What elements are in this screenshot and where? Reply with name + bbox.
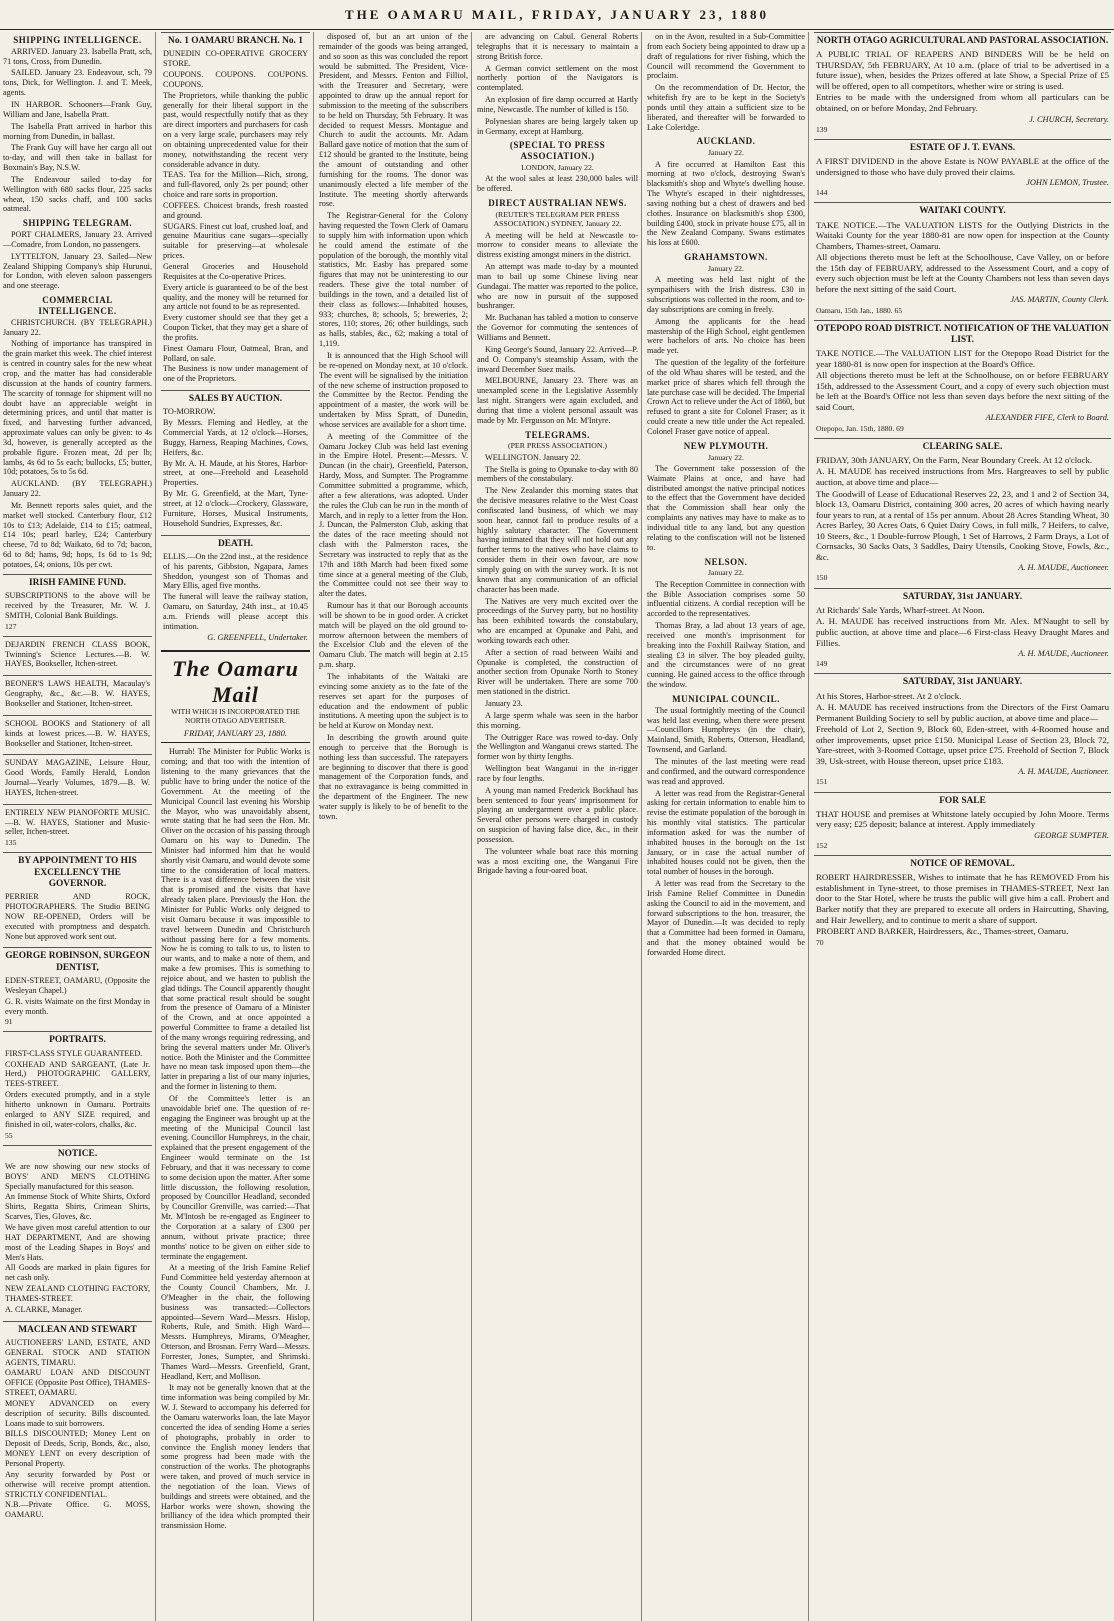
advertisement xyxy=(814,673,1111,789)
ad-title: OTEPOPO ROAD DISTRICT. NOTIFICATION OF THE VALUATION LIST. xyxy=(816,323,1109,345)
advertisement xyxy=(161,535,310,646)
ad-title: NOTICE. xyxy=(57,1148,98,1159)
ad-title: IRISH FAMINE FUND. xyxy=(29,577,126,588)
ad-paragraph: MONEY ADVANCED on every description of security. Bills discounted. Loans made to suit borrowers. xyxy=(5,1398,150,1428)
advertisement xyxy=(3,636,152,674)
ad-number: 139 xyxy=(816,124,828,134)
ad-body xyxy=(163,407,308,528)
ad-title: No. 1 OAMARU BRANCH. No. 1 xyxy=(168,36,303,46)
article-paragraph: LYTTELTON, January 23. Sailed—New Zealand Shipping Company's ship Hurunui, for London, with eleven saloon passengers and one steerage. xyxy=(3,251,152,291)
advertisement xyxy=(161,390,310,532)
article-body xyxy=(477,453,638,877)
ad-paragraph: TEAS. Tea for the Million—Rich, strong, and full-flavored, only 2s per pound; other choice and rare sorts in proportion. xyxy=(163,170,308,200)
article-paragraph: on in the Avon, resulted in a Sub-Committee from each Society being appointed to draw up a draft of regulations for river fishing, which the Council will recommend the Government to proclaim. xyxy=(647,32,805,81)
article-paragraph: A meeting of the Committee of the Oamaru Jockey Club was held last evening in the Empire Hotel. Present:—Messrs. V. Duncan (in the chair), Greenfield, Paterson, Hardy, Moss, and Sumpter. The Programme Committee submitted a programme, which, after a few alterations, was adopted. Under the rules the Club can be run in the month of March, and in reply to a letter from the Hon. J. Duncan, the Palmerston Club, asking that the dates of the race meeting should not clash with the Palmerston races, the Secretary was instructed to reply that as the 17th and 18th March had been fixed some time since at a general meeting of the Club, the Committee could not see their way to alter the dates. xyxy=(319,431,468,599)
article-paragraph: An explosion of fire damp occurred at Hartly mine, Newcastle. The number of killed is 150. xyxy=(477,95,638,114)
ad-signature: A. H. MAUDE, Auctioneer. xyxy=(1018,563,1109,573)
column-4 xyxy=(474,32,642,1621)
ad-paragraph: FRIDAY, 30th JANUARY, On the Farm, Near Boundary Creek. At 12 o'clock. xyxy=(816,454,1093,465)
article-paragraph: On the recommendation of Dr. Hector, the whitefish fry are to be kept in the Society's ponds until they attain a sufficient size to be liberated, and thereafter will be forwarded to Lake Coleridge. xyxy=(647,83,805,132)
ad-paragraph: TO-MORROW. xyxy=(163,407,216,417)
article-body xyxy=(647,32,805,132)
ad-title: NORTH OTAGO AGRICULTURAL AND PASTORAL ASSOCIATION. xyxy=(816,36,1109,46)
ad-body xyxy=(816,809,1109,830)
article-body xyxy=(161,747,310,1531)
advertisement xyxy=(3,1145,152,1319)
column-3 xyxy=(316,32,472,1621)
ad-body xyxy=(816,605,1109,648)
ad-body xyxy=(816,872,1109,936)
article-paragraph: It is announced that the High School will be re-opened on Monday next, at 10 o'clock. The event will be signalised by the initiation of the new scheme of instruction proposed to the Committee by the Rector. Pending the appointment of a master, the work will be undertaken by Miss Spratt, of Dunedin, whose services are available for a short time. xyxy=(319,351,468,429)
article-paragraph: An attempt was made to-day by a mounted man to bail up some Chinese living near Gundagai. The matter was reported to the police, who are now in pursuit of the supposed bushranger. xyxy=(477,262,638,311)
article-body xyxy=(3,230,152,291)
article-paragraph: A meeting will be held at Newcastle to-morrow to consider means to alleviate the distress existing amongst miners in the district. xyxy=(477,230,638,260)
ad-paragraph: TAKE NOTICE.—The VALUATION LIST for the Otepopo Road District for the year 1880-81 is now open for inspection at the Board's Office. xyxy=(816,348,1109,369)
article-paragraph: In describing the growth around quite enough to perceive that the Borough is nothing less than successful. The ratepayers are beginning to discover that there is good management of the Corporation funds, and that no extravagance is being committed in the department of the Engineer. The new water supply is likely to be of benefit to the town. xyxy=(319,733,468,821)
ad-paragraph: PROBERT AND BARKER, Hairdressers, &c., Thames-street, Oamaru. xyxy=(816,926,1069,937)
article-subheading: January 22. xyxy=(708,568,744,578)
article-paragraph: The Reception Committee in connection with the Bible Association comprises some 50 influential citizens. A cordial reception will be accorded to the representatives. xyxy=(647,579,805,619)
ad-paragraph: A. H. MAUDE has received instructions from Mrs. Hargreaves to sell by public auction, at above time and place— xyxy=(816,466,1109,488)
ad-paragraph: The Goodwill of Lease of Educational Reserves 22, 23, and 1 and 2 of Section 34, block 13, Oamaru District, containing 300 acres, 20 acres of which having nearly four years to run, at a rental of 15s per annum. About 28 Acres Standing Wheat, 30 Acres Barley, 30 Acres Oats, 6 Quiet Dairy Cows, in full milk, 7 Heifers, to calve, 10 Steers, &c., 1 Double-furrow Plough, 1 Set of Harrows, 2 Farm Drays, a Lot of Cornsacks, 30 Sacks Oats, 3 Saddles, Dairy Utensils, Cooking Stove, Fowls, &c., &c. xyxy=(816,488,1109,562)
ad-paragraph: PERRIER AND ROCK, PHOTOGRAPHERS. The Studio BEING NOW RE-OPENED, Orders will be executed with promptness and despatch. None but approved work sent out. xyxy=(5,892,150,941)
article-heading: DIRECT AUSTRALIAN NEWS. xyxy=(488,198,627,209)
article-heading: SHIPPING TELEGRAM. xyxy=(22,218,133,229)
article-paragraph: IN HARBOR. Schooners—Frank Guy, William and Jane, Isabella Pratt. xyxy=(3,100,152,119)
article-body xyxy=(647,160,805,249)
article-heading: (SPECIAL TO PRESS ASSOCIATION.) xyxy=(509,140,606,162)
advertisement xyxy=(3,754,152,801)
article-paragraph: SAILED. January 23. Endeavour, sch, 79 tons, Dick, for Wellington. J. and T. Meek, agents. xyxy=(3,68,152,98)
ad-number: Otepopo, Jan. 15th, 1880. 69 xyxy=(816,423,904,433)
advertisement xyxy=(3,852,152,945)
ad-body xyxy=(5,976,150,1016)
ad-body xyxy=(5,1338,150,1520)
ad-paragraph: SUGARS. Finest cut loaf, crushed loaf, and genuine Mauritius cane sugars—specially suitable for preserving—at wholesale prices. xyxy=(163,221,308,261)
ad-paragraph: NEW ZEALAND CLOTHING FACTORY, THAMES-STREET. xyxy=(5,1284,150,1303)
ad-paragraph: Every customer should see that they get a Coupon Ticket, that they may get a share of the profits. xyxy=(163,313,308,342)
ad-title: PORTRAITS. xyxy=(49,1035,106,1046)
ad-paragraph: At Richards' Sale Yards, Wharf-street. At Noon. xyxy=(816,604,985,615)
article-heading: TELEGRAMS. xyxy=(525,429,590,440)
article-paragraph: A fire occurred at Hamilton East this morning at two o'clock, destroying Swan's blacksmith's shop and Whyte's dwelling house. The Whyte's escaped in their nightdresses, saving nothing but a chest of drawers and bed clothes. Insurance on blacksmith's shop £300, building £400, stock in private house £75, all in the New Zealand Company. Swans estimates his loss at £600. xyxy=(647,159,805,248)
article-paragraph: CHRISTCHURCH. (BY TELEGRAPH.) January 22. xyxy=(3,317,152,337)
ad-paragraph: By Mr. A. H. Maude, at his Stores, Harbor-street, at one—Freehold and Leasehold Properties. xyxy=(163,458,308,488)
ad-paragraph: DUNEDIN CO-OPERATIVE GROCERY STORE. xyxy=(163,49,308,69)
article xyxy=(477,198,638,426)
article-body xyxy=(3,318,152,570)
ad-number: 70 xyxy=(816,937,824,947)
ad-number: 55 xyxy=(5,1130,13,1140)
article-subheading: (REUTER'S TELEGRAM PER PRESS ASSOCIATION.) SYDNEY, January 22. xyxy=(493,209,622,229)
article-paragraph: A letter was read from the Registrar-General asking for certain information to enable him to revise the estimate population of the borough in his monthly vital statistics. The particular information asked for was the number of inhabited houses in the borough on the 1st January, or in case the actual number of inhabited houses could not be given, then the total number of houses in the borough. xyxy=(647,788,805,877)
article-paragraph: The Registrar-General for the Colony having requested the Town Clerk of Oamaru to supply him with information upon which he could amend the estimate of the population of the borough, the monthly vital statistics, Mr. Easby has prepared some figures that may not be uninteresting to our readers. These give the total number of buildings in the town, and a detailed list of their class as follows:—Inhabited houses, 933; churches, 8; schools, 5; breweries, 2; stores, 110; stores, 26; other buildings, such as halls, stables, &c., 62; making a total of 1,119. xyxy=(319,211,468,349)
ad-paragraph: All Goods are marked in plain figures for net cash only. xyxy=(5,1263,150,1283)
article xyxy=(477,430,638,877)
ad-paragraph: The funeral will leave the railway station, Oamaru, on Saturday, 24th inst., at 10.45 a.m. Friends will please accept this intimation. xyxy=(163,592,308,631)
article-paragraph: AUCKLAND. (BY TELEGRAPH.) January 22. xyxy=(3,479,152,499)
ad-paragraph: A FIRST DIVIDEND in the above Estate is NOW PAYABLE at the office of the undersigned to those who have duly proved their claims. xyxy=(816,156,1109,177)
article-heading: NELSON. xyxy=(704,556,748,567)
ad-paragraph: DEJARDIN FRENCH CLASS BOOK, Twinning's Science Lectures.—B. W. HAYES, Bookseller, Itchen-street. xyxy=(5,639,150,669)
article-paragraph: After a section of road between Waihi and Opunake is completed, the construction of another section from Opunake North to Stoney River will be undertaken. There are some 700 men stationed in the district. xyxy=(477,647,638,697)
ad-signature: A. H. MAUDE, Auctioneer. xyxy=(1018,767,1109,777)
article-body xyxy=(647,706,805,958)
ad-paragraph: Freehold of Lot 2, Section 9, Block 60, Eden-street, with 4-Roomed house and other improvements, upset price £150. Municipal Lease of Section 23, Block 72, Yare-street, with 3-Roomed Cottage, upset price £75. Freehold of Section 7, Block 39, Usk-street, with House thereon, upset price £183. xyxy=(816,724,1109,766)
nameplate-subtitle: WITH WHICH IS INCORPORATED THE NORTH OTAGO ADVERTISER. xyxy=(171,707,300,726)
article-paragraph: The Outrigger Race was rowed to-day. Only the Wellington and Wanganui crews started. The former won by thirty lengths. xyxy=(477,732,638,762)
article-paragraph: It may not be generally known that at the time information was being compiled by Mr. W. J. Steward to accompany his deferred for the Oamaru waterworks loan, the late Mayor concerted the idea of sending Home a series of photographs, probably in order to convince the English money lenders that some progress had been made with the construction of the works. The photographs were taken, and proved of much service in the negotiation of the loan. Views of buildings and streets were obtained, and the Harbor works were shown, showing the brilliancy of the idea which prompted their transmission Home. xyxy=(161,1383,310,1531)
ad-paragraph: By Mr. G. Greenfield, at the Mart, Tyne-street, at 12 o'clock—Crockery, Glassware, Furniture, Horses, Musical Instruments, Household Sundries, Expresses, &c. xyxy=(163,489,308,528)
ad-paragraph: A. H. MAUDE has received instructions from Mr. Alex. M'Naught to sell by public auction, at above time and place—6 First-class Heavy Draught Mares and Fillies. xyxy=(816,616,1109,648)
article-subheading: (PER PRESS ASSOCIATION.) xyxy=(508,441,607,451)
ad-paragraph: A. H. MAUDE has received instructions from the Directors of the First Oamaru Permanent Building Society to sell by public auction, at above time and place— xyxy=(816,702,1109,723)
advertisement xyxy=(3,574,152,634)
advertisement xyxy=(814,438,1111,586)
article-body xyxy=(477,174,638,194)
ad-title: ESTATE OF J. T. EVANS. xyxy=(909,142,1016,153)
ad-paragraph: BILLS DISCOUNTED; Money Lent on Deposit of Deeds, Scrip, Bonds, &c., also, MONEY LENT on every description of Personal Property. xyxy=(5,1429,150,1468)
ad-title: DEATH. xyxy=(218,538,253,549)
ad-paragraph: COFFEES. Choicest brands, fresh roasted and ground. xyxy=(163,200,308,220)
ad-paragraph: ROBERT HAIRDRESSER, Wishes to intimate that he has REMOVED From his establishment in Tyne-street, to those premises in THAMES-STREET, Next Ian door to the Star Hotel, where he trusts the public will give him a call. Probert and Barker notify that they are prepared to execute all orders in Haircutting, Shaving, and Hair Jewellery, and to continue to merit a share of support. xyxy=(816,872,1109,925)
masthead-title: THE OAMARU MAIL, FRIDAY, JANUARY 23, 1880 xyxy=(344,7,770,22)
article-paragraph: A young man named Frederick Bockhaul has been sentenced to four years' imprisonment for playing an undergarment over a public place. Several other persons were charged in custody on suspicion of having false dice, &c., in their possession. xyxy=(477,785,638,844)
article-paragraph: The usual fortnightly meeting of the Council was held last evening, when there were present—Councillors Humphreys (in the chair), Mainland, Smith, Roberts, Otterson, Headland, Townsend, and Garland. xyxy=(647,705,805,755)
advertisement xyxy=(3,1321,152,1524)
ad-paragraph: Entries to be made with the undersigned from whom all particulars can be obtained, on or before Monday, 2nd February. xyxy=(816,92,1109,114)
ad-paragraph: Orders executed promptly, and in a style hitherto unknown in Oamaru. Portraits enlarged to ANY SIZE required, and finished in oil, water-colors, chalks, &c. xyxy=(5,1090,150,1129)
ad-body xyxy=(163,49,308,384)
article-paragraph: At the wool sales at least 230,000 bales will be offered. xyxy=(477,174,638,194)
article-subheading: January 22. xyxy=(708,452,744,462)
article-heading: SHIPPING INTELLIGENCE. xyxy=(13,35,142,45)
ad-paragraph: All objections thereto must be left at the Schoolhouse, on or before FEBRUARY 15th, addressed to the Assessment Court, and a copy of every such objection must be left at the Board's Office not less than seven days before the next sitting of the said Court. xyxy=(816,370,1109,412)
article-subheading: January 22. xyxy=(708,148,744,158)
article-paragraph: are advancing on Cabul. General Roberts telegraphs that it is necessary to maintain a strong British force. xyxy=(477,32,638,61)
ad-body xyxy=(163,552,308,632)
article-paragraph: A letter was read from the Secretary to the Irish Famine Relief Committee in Dunedin asking the Council to aid in the movement, and forward subscriptions to the hon. treasurer, the Mayor of Dunedin.—It was decided to reply that a Committee had been formed in Oamaru, and that the money obtained would be forwarded Home direct. xyxy=(647,879,805,958)
article-heading: NEW PLYMOUTH. xyxy=(683,440,769,451)
ad-body xyxy=(816,220,1109,295)
ad-body xyxy=(816,156,1109,177)
article-paragraph: King George's Sound, January 22. Arrived—P. and O. Company's steamship Assam, with the inward December Suez mails. xyxy=(477,344,638,374)
ad-body xyxy=(816,455,1109,562)
article-paragraph: At a meeting of the Irish Famine Relief Fund Committee held yesterday afternoon at the County Council Chambers, Mr. J. O'Meagher in the chair, the following business was transacted:—Collectors appointed—Severn Ward—Messrs. Hislop, Roberts, Rule, and Smith. High Ward—Messrs. Humphreys, Mirams, O'Meagher, Otterson, and Brosnan. Ferry Ward—Messrs. Forrester, Jones, Sumpter, and Shrimski. Thames Ward—Messrs. Greenfield, Grant, Headland, Kerr, and Mollison. xyxy=(161,1263,310,1381)
ad-paragraph: At his Stores, Harbor-street. At 2 o'clock. xyxy=(816,690,962,701)
ad-paragraph: G. R. visits Waimate on the first Monday in every month. xyxy=(5,996,150,1016)
article-paragraph: The Stella is going to Opunake to-day with 80 members of the constabulary. xyxy=(477,464,638,484)
ad-paragraph: SCHOOL BOOKS and Stationery of all kinds at lowest prices.—B. W. HAYES, Bookseller and Stationer, Itchen-street. xyxy=(5,718,150,748)
ad-paragraph: EDEN-STREET, OAMARU, (Opposite the Wesleyan Chapel.) xyxy=(5,976,150,995)
article-paragraph: A German convict settlement on the most northerly portion of the Navigators is contemplated. xyxy=(477,63,638,93)
article-paragraph: The Government take possession of the Waimate Plains at once, and have had distributed amongst the native principal notices to the effect that the Government have decided that the Commission shall hear only the complaints any natives may have to make as to individual title to any land, but any question relating to the confiscation will not be listened to. xyxy=(647,463,805,552)
article-paragraph: Rumour has it that our Borough accounts will be shown to be in good order. A cricket match will be played on the old ground to-morrow afternoon between the members of the Excelsior Club and the eleven of the Oamaru Club. The match will begin at 2.15 p.m. sharp. xyxy=(319,601,468,670)
ad-number: 91 xyxy=(5,1017,13,1027)
ad-paragraph: A. CLARKE, Manager. xyxy=(5,1304,83,1314)
article xyxy=(647,441,805,553)
article xyxy=(161,747,310,1531)
ad-number: 135 xyxy=(5,838,17,848)
ad-paragraph: THAT HOUSE and premises at Whitstone lately occupied by John Moore. Terms very easy; £25 deposit; balance at interest. Apply immediately xyxy=(816,808,1109,830)
article-paragraph: Mr. Bennett reports sales quiet, and the market well stocked. Canterbury flour, £12 10s to £13; Adelaide, £14 to £15; oatmeal, £14 10s; pearl barley, £24; Canterbury cheese, 7d to 8d; Waikato, 6d to 7d; bacon, 6d to 8d; hams, 9d; hops, 1s 6d to 1s 9d; potatoes, £4; onions, 10s per cwt. xyxy=(3,500,152,569)
article xyxy=(647,32,805,132)
ad-body xyxy=(816,348,1109,412)
page-masthead xyxy=(0,0,1114,30)
article-paragraph: Of the Committee's letter is an unavoidable brief one. The question of re-engaging the Engineer was brought up at the meeting of the Municipal Council last evening. Councillor Humphreys, in the chair, explained that the present engagement of the Engineer would terminate on the 1st February, and that it was necessary to come to some decision upon the matter. After some little discussion, the following resolution, proposed by Councillor Headland, seconded by Councillor Grenville, was carried:—That Mr. M'Intosh be re-engaged as Engineer to the Corporation at a salary of £300 per annum, without private practice; three months' notice to be given on either side to terminate the engagement. xyxy=(161,1094,310,1261)
article-paragraph: The inhabitants of the Waitaki are evincing some anxiety as to the fate of the reserves set apart for the purposes of education and the endowment of public institutions. A meeting upon the subject is to be held at Kurow on Monday next. xyxy=(319,672,468,731)
ad-body xyxy=(5,679,150,709)
ad-paragraph: N.B.—Private Office. G. MOSS, OAMARU. xyxy=(5,1500,150,1520)
ad-paragraph: AUCTIONEERS' LAND, ESTATE, AND GENERAL STOCK AND STATION AGENTS, TIMARU. xyxy=(5,1337,150,1367)
ad-number: Oamaru, 15th Jan., 1880. 65 xyxy=(816,305,903,315)
article-paragraph: A meeting was held last night of the sympathisers with the Irish distress. £30 in subscriptions was collected in the room, and to-day subscriptions are coming in freely. xyxy=(647,275,805,314)
column-6 xyxy=(811,32,1114,1621)
article-paragraph: Nothing of importance has transpired in the grain market this week. The chief interest is centred in country sales for the new wheat crop, and the matter has had considerable discussion at the hands of country farmers. The scarcity of tonnage for shipment will no doubt have an appreciable weight in determining prices, and until that matter is fixed, and harvesting further advanced, approximate values can only be given: to 4s 3d, however, is generally accepted as the probable figure. Frozen meat, 2d per lb; lambs, 4s 6d to 5s each; bullocks, £5; butter, 10d; potatoes, 5s to 5s 6d. xyxy=(3,339,152,477)
ad-title: FOR SALE xyxy=(939,795,986,806)
ad-body xyxy=(5,1049,150,1130)
ad-signature: J. CHURCH, Secretary. xyxy=(1029,114,1109,124)
ad-paragraph: BEONER'S LAWS HEALTH, Macaulay's Geography, &c., &c.—B. W. HAYES, Bookseller and Stationer, Itchen-street. xyxy=(5,679,150,708)
advertisement xyxy=(814,32,1111,137)
article-body xyxy=(477,32,638,136)
article-paragraph: The Isabella Pratt arrived in harbor this morning from Dunedin, in ballast. xyxy=(3,121,152,141)
ad-paragraph: All objections thereto must be left at the Schoolhouse, Cave Valley, on or before the 15th day of FEBRUARY, addressed to the Assessment Court, and a copy of every such objection must be left at the County Chambers not less than seven days before the next sitting of the said Court. xyxy=(816,252,1109,294)
ad-title: MACLEAN AND STEWART xyxy=(18,1324,137,1335)
ad-number: 127 xyxy=(5,621,17,631)
ad-paragraph: COXHEAD AND SARGEANT, (Late Jr. Herd,) PHOTOGRAPHIC GALLERY, TEES-STREET. xyxy=(5,1059,150,1089)
article-body xyxy=(647,464,805,553)
ad-paragraph: An Immense Stock of White Shirts, Oxford Shirts, Regatta Shirts, Crimean Shirts, Scarves, Ties, Gloves, &c. xyxy=(5,1192,150,1222)
advertisement xyxy=(3,715,152,753)
ad-signature: G. GREENFELL, Undertaker. xyxy=(207,632,308,642)
ad-body xyxy=(816,49,1109,113)
article xyxy=(477,140,638,194)
ad-number: 144 xyxy=(816,188,828,198)
article-paragraph: disposed of, but an art union of the remainder of the goods was being arranged, and so soon as this was concluded the report would be submitted. The President, Vice-President, and Messrs. Fenton and Filliol, with the Treasurer and Secretary, were appointed to draw up the annual report for submission to the meeting of the subscribers to be held on Thursday, 5th February. It was decided to request Messrs. Montague and Church to audit the accounts. Mr. Adam Ballard gave notice of motion that the sum of £12 should be granted to the Institute, being the amount of outstanding and other furnishing for the rooms. The donor was unanimously elected a life member of the Institute. The meeting shortly afterwards rose. xyxy=(319,32,468,209)
nameplate-date: FRIDAY, JANUARY 23, 1880. xyxy=(183,728,288,739)
ad-paragraph: By Messrs. Fleming and Hedley, at the Commercial Yards, at 12 o'clock—Horses, Buggy, Harness, Reaping Machines, Cows, Heifers, &c. xyxy=(163,418,308,457)
ad-title: SALES BY AUCTION. xyxy=(188,394,283,405)
ad-paragraph: ELLIS.—On the 22nd inst., at the residence of his parents, Gibbston, Ngapara, James Sheddon, youngest son of Thomas and Mary Ellis, aged five months. xyxy=(163,551,308,591)
article-subheading: LONDON, January 22. xyxy=(521,163,594,173)
article-paragraph: Wellington beat Wanganui in the in-rigger race by four lengths. xyxy=(477,764,638,783)
article xyxy=(647,252,805,437)
ad-title: SATURDAY, 31st JANUARY. xyxy=(902,591,1023,602)
article xyxy=(477,32,638,136)
ad-body xyxy=(5,892,150,941)
ad-body xyxy=(5,591,150,621)
ad-paragraph: The Proprietors, while thanking the public generally for their liberal support in the past, would respectfully notify that as they are direct importers and purchasers for cash on a very large scale, purchasers may rely on obtaining unprecedented value for their money, notwithstanding the recent very considerable advance in duty. xyxy=(163,90,308,169)
advertisement xyxy=(3,1031,152,1142)
ad-title: BY APPOINTMENT TO HIS EXCELLENCY THE GOVERNOR. xyxy=(18,856,137,889)
ad-paragraph: TAKE NOTICE.—The VALUATION LISTS for the Outlying Districts in the Waitaki County for the year 1880-81 are now open for inspection at the County Chambers, Thames-street, Oamaru. xyxy=(816,219,1109,251)
advertisement xyxy=(161,32,310,388)
article-paragraph: Among the applicants for the head mastership of the High School, eight gentlemen were bachelors of arts. No choice has been made yet. xyxy=(647,316,805,356)
article-paragraph: The New Zealander this morning states that the decisive measures relative to the West Coast confiscated land business, of which we may soon hear, cannot fail to produce results of a highly salutary character. The Government having intimated that they will not hold out any further terms to the natives who have claims to consider them in their own favour, are now simply going on with the survey work. It is not known that any communication of an official character has been made. xyxy=(477,486,638,594)
advertisement xyxy=(814,320,1111,436)
ad-signature: ALEXANDER FIFE, Clerk to Board. xyxy=(985,413,1109,423)
article-paragraph: The question of the legality of the forfeiture of the old Whau shares will be tested, and the market price of shares which fell through the late purchase case will be decided. The Imperial Crown Act to relieve under the Act of 1860, but refused to grant a site for Colonel Fraser; as it could create a new title under the Act repealed. Colonel Fraser gave notice of appeal. xyxy=(647,358,805,436)
ad-paragraph: We have given most careful attention to our HAT DEPARTMENT, And are showing most of the Leading Shapes in Boys' and Men's Hats. xyxy=(5,1222,150,1262)
article-paragraph: The Endeavour sailed to-day for Wellington with 680 sacks flour, 225 sacks wheat, 150 sacks chaff, and 100 sacks oatmeal. xyxy=(3,174,152,214)
ad-paragraph: COUPONS. COUPONS. COUPONS. COUPONS. xyxy=(163,69,308,89)
ad-paragraph: ENTIRELY NEW PIANOFORTE MUSIC.—B. W. HAYES, Stationer and Music-seller, Itchen-street. xyxy=(5,807,150,837)
column-1 xyxy=(0,32,156,1621)
article-paragraph: Polynesian shares are being largely taken up in Germany, except at Hamburg. xyxy=(477,116,638,136)
advertisement xyxy=(814,588,1111,672)
ad-signature: A. H. MAUDE, Auctioneer. xyxy=(1018,649,1109,659)
article xyxy=(3,35,152,214)
ad-body xyxy=(5,758,150,797)
ad-paragraph: A PUBLIC TRIAL OF REAPERS AND BINDERS Will be be held on THURSDAY, 5th FEBRUARY, At 10 a.m. (place of trial to be advertised in a future issue), when, besides the Prizes offered at late Show, a Special Prize of £5 will be offered, open to all competitors, whether wire or string is used. xyxy=(816,49,1109,91)
article-heading: GRAHAMSTOWN. xyxy=(684,252,768,263)
ad-body xyxy=(5,719,150,749)
article-heading: COMMERCIAL INTELLIGENCE. xyxy=(38,295,117,316)
ad-paragraph: FIRST-CLASS STYLE GUARANTEED. xyxy=(5,1048,143,1058)
article xyxy=(3,218,152,291)
ad-signature: JAS. MARTIN, County Clerk. xyxy=(1010,295,1109,305)
article-heading: AUCKLAND. xyxy=(696,136,756,147)
ad-paragraph: General Groceries and Household Requisites at the Co-operative Prices. xyxy=(163,262,308,281)
article-body xyxy=(647,275,805,437)
ad-signature: JOHN LEMON, Trustee. xyxy=(1026,178,1109,188)
ad-paragraph: We are now showing our new stocks of BOYS' AND MEN'S CLOTHING Specially manufactured for this season. xyxy=(5,1161,150,1191)
column-2 xyxy=(158,32,314,1621)
ad-number: 151 xyxy=(816,777,828,787)
article-paragraph: Hurrah! The Minister for Public Works is coming; and that too with the intention of listening to the many grievances that the public have to bring under the notice of the Government. At the meeting of the Municipal Council last evening his Worship the Mayor, who was unavoidably absent, wrote stating that he had seen the Hon. Mr. Oliver on the occasion of his passing through Oamaru on his way to Dunedin. The Minister had informed him that he would shortly visit Oamaru, and would devote some time to the consideration of local matters. There is a vast difference between the visit that is promised and the visits that have already taken place. Previously the Hon. the Minister for Public Works only deigned to visit Oamaru because it was impossible to travel between Dunedin and Christchurch without passing here for a few moments. Now he is coming to talk to us, to listen to our wants, and to make a note of them, and make a few promises. This is something to rejoice about, and we hasten to publish the glad tidings. The Council apparently thought that some practical result should be sought from the presence of Oamaru of a Minister of the Crown, and at once appointed a powerful Committee to frame a detailed list of the many wrongs requiring redressing, and bring the several matters under Mr. Oliver's notice. Both the Minister and the Committee have no mean task imposed upon them—the latter in preparing a list of our many injuries, and the former in listening to them. xyxy=(161,747,310,1092)
article xyxy=(647,557,805,690)
ad-body xyxy=(5,640,150,670)
advertisement xyxy=(814,792,1111,854)
ad-paragraph: Any security forwarded by Post or otherwise will receive prompt attention. STRICTLY CONFIDENTIAL. xyxy=(5,1469,150,1499)
ad-title: CLEARING SALE. xyxy=(922,441,1003,452)
article-paragraph: A large sperm whale was seen in the harbor this morning. xyxy=(477,710,638,730)
ad-number: 152 xyxy=(816,840,828,850)
nameplate-title: The Oamaru Mail xyxy=(172,655,299,708)
article-paragraph: The volunteer whale boat race this morning was a most exciting one, the Wanganui Fire Brigade having a four-oared boat. xyxy=(477,846,638,876)
article-body xyxy=(3,47,152,215)
advertisement xyxy=(814,202,1111,317)
ad-paragraph: OAMARU LOAN AND DISCOUNT OFFICE (Opposite Post Office), THAMES-STREET, OAMARU. xyxy=(5,1368,150,1398)
article-heading: MUNICIPAL COUNCIL. xyxy=(672,693,780,704)
article-subheading: January 22. xyxy=(708,263,744,273)
article-paragraph: The minutes of the last meeting were read and confirmed, and the outward correspondence was read and approved. xyxy=(647,756,805,786)
article-paragraph: The Natives are very much excited over the proceedings of the Survey party, but no hostility has been exhibited towards the constabulary, who are encamped at Opunake and Pahi, and working towards each other. xyxy=(477,596,638,645)
ad-body xyxy=(5,1162,150,1315)
ad-body xyxy=(816,691,1109,767)
ad-paragraph: The Business is now under management of one of the Proprietors. xyxy=(163,364,308,384)
ad-paragraph: SUNDAY MAGAZINE, Leisure Hour, Good Words, Family Herald, London Journal—Yearly Volumes, 1879.—B. W. HAYES, Itchen-street. xyxy=(5,758,150,797)
ad-signature: GEORGE SUMPTER. xyxy=(1034,830,1109,840)
article-paragraph: Thomas Bray, a lad about 13 years of age, received one month's imprisonment for breaking into the Foxhill Railway Station, and stealing £3 in silver. The boy pleaded guilty, and the circumstances were of no great cunning. He gained access to the office through the window. xyxy=(647,621,805,690)
article-paragraph: WELLINGTON. January 22. xyxy=(485,452,581,462)
advertisement xyxy=(814,139,1111,201)
advertisement xyxy=(3,804,152,851)
article-paragraph: The Frank Guy will have her cargo all out to-day, and will then take in ballast for Boxmain's Bay, N.S.W. xyxy=(3,143,152,173)
ad-paragraph: Every article is guaranteed to be of the best quality, and the money will be returned for any article not found to be as represented. xyxy=(163,282,308,312)
article-paragraph: January 23. xyxy=(485,698,523,708)
paper-nameplate xyxy=(161,650,310,744)
article-body xyxy=(477,231,638,426)
article xyxy=(647,694,805,958)
ad-title: NOTICE OF REMOVAL. xyxy=(910,859,1015,870)
article xyxy=(319,32,468,822)
article-body xyxy=(319,32,468,822)
article-paragraph: MELBOURNE, January 23. There was an unexampled scene in the Legislative Assembly last night. Strangers were again excluded, and during that time a violent personal assault was made by Mr. Fergusson on Mr. M'Intyre. xyxy=(477,376,638,425)
article-body xyxy=(647,580,805,690)
ad-number: 150 xyxy=(816,573,828,583)
column-5 xyxy=(644,32,809,1621)
article-paragraph: Mr. Buchanan has tabled a motion to conserve the Governor for commuting the sentences of Williams and Bennett. xyxy=(477,313,638,342)
ad-title: GEORGE ROBINSON, SURGEON DENTIST, xyxy=(5,951,150,973)
ad-number: 149 xyxy=(816,659,828,669)
article xyxy=(3,295,152,570)
article-paragraph: ARRIVED. January 23. Isabella Pratt, sch, 71 tons, Cross, from Dunedin. xyxy=(3,46,152,66)
ad-paragraph: SUBSCRIPTIONS to the above will be received by the Treasurer, Mr. W. J. SMITH, Colonial Bank Buildings. xyxy=(5,591,150,620)
ad-paragraph: Finest Oamaru Flour, Oatmeal, Bran, and Pollard, on sale. xyxy=(163,343,308,363)
advertisement xyxy=(3,947,152,1029)
ad-title: WAITAKI COUNTY. xyxy=(919,206,1006,217)
article-paragraph: PORT CHALMERS, January 23. Arrived—Comadre, from London, no passengers. xyxy=(3,230,152,249)
article xyxy=(647,136,805,248)
advertisement xyxy=(3,675,152,713)
ad-title: SATURDAY, 31st JANUARY. xyxy=(902,677,1023,688)
advertisement xyxy=(814,855,1111,950)
ad-body xyxy=(5,808,150,838)
